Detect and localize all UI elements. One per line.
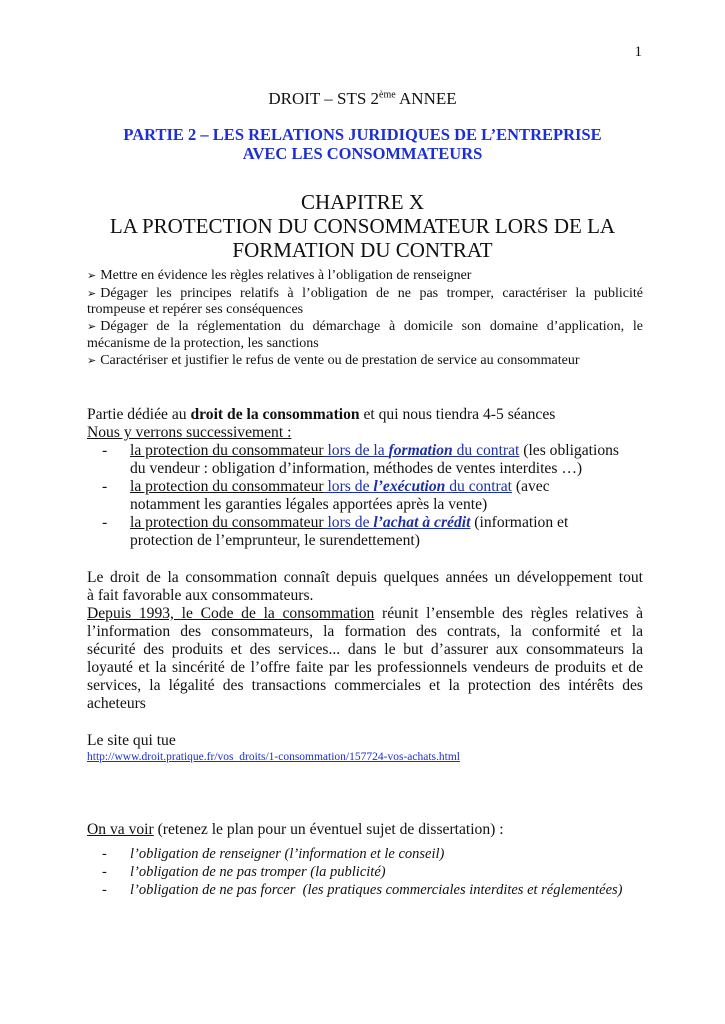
topic-2: la protection du consommateur lors de l’exécution du contrat (avec notamment les garanties légales apportées après la vente) (130, 478, 550, 513)
part-title (0, 125, 725, 163)
code-underline: Depuis 1993, le Code de la consommation (87, 605, 375, 622)
dev-line-3: l’information des consommateurs, la formation des contrats, la conformité et la (87, 623, 643, 640)
dash-bullet: - (102, 442, 108, 459)
topic-3-link: lors de l’achat à crédit (323, 514, 471, 531)
objective-1: ➢ Mettre en évidence les règles relatives à l’obligation de renseigner (87, 268, 472, 283)
objective-2-cont: trompeuse et repérer ses conséquences (87, 302, 304, 317)
code-line: Depuis 1993, le Code de la consommation réunit l’ensemble des règles relatives à (87, 605, 643, 622)
objective-3-cont: mécanisme de la protection, les sanctions (87, 336, 319, 351)
dev-line-1: Le droit de la consommation connaît depuis quelques années un développement tout (87, 569, 643, 586)
objective-3: ➢ Dégager de la réglementation du démarchage à domicile son domaine d’application, le (87, 319, 643, 334)
plan-underline: On va voir (87, 821, 154, 838)
part-line-1: PARTIE 2 – LES RELATIONS JURIDIQUES DE L’ENTREPRISE (123, 125, 602, 144)
arrow-bullet-icon: ➢ (87, 269, 97, 282)
dev-line-2: à fait favorable aux consommateurs. (87, 587, 314, 604)
dev-line-4: sécurité des produits et des services... dans le but d’assurer aux consommateurs la (87, 641, 643, 658)
topic-1: la protection du consommateur lors de la formation du contrat (les obligations du vendeur : obligation d’information, méthodes de ventes interdites …) (130, 442, 619, 477)
dash-bullet: - (102, 478, 108, 495)
topic-2-link: lors de l’exécution du contrat (323, 478, 512, 495)
arrow-bullet-icon: ➢ (87, 354, 97, 367)
part-line-2: AVEC LES CONSOMMATEURS (242, 144, 483, 163)
course-prefix: DROIT – STS 2 (268, 89, 380, 108)
topic-3: la protection du consommateur lors de l’achat à crédit (information et protection de l’emprunteur, le surendettement) (130, 514, 569, 549)
plan-item-3: l’obligation de ne pas forcer (les pratiques commerciales interdites et réglementées) (130, 882, 623, 898)
plan-item-1: l’obligation de renseigner (l’information et le conseil) (130, 846, 445, 862)
site-link[interactable]: http://www.droit.pratique.fr/vos_droits/1-consommation/157724-vos-achats.html (87, 751, 460, 763)
chapter-title (0, 190, 725, 262)
plan-intro: On va voir (retenez le plan pour un éventuel sujet de dissertation) : (87, 821, 504, 838)
dev-line-5: loyauté et la sincérité de l’offre faite par les professionnels vendeurs de produits et de (87, 659, 643, 676)
objective-4: ➢ Caractériser et justifier le refus de vente ou de prestation de service au consommateur (87, 353, 580, 368)
intro-bold: droit de la consommation (190, 406, 360, 423)
course-title (0, 89, 725, 109)
chapter-line-2: LA PROTECTION DU CONSOMMATEUR LORS DE LA (109, 214, 616, 238)
dash-bullet: - (102, 882, 107, 898)
dev-line-7: acheteurs (87, 695, 146, 712)
topic-1-link: lors de la formation du contrat (323, 442, 520, 459)
page-number: 1 (634, 44, 642, 60)
arrow-bullet-icon: ➢ (87, 287, 97, 300)
course-suffix: ANNEE (395, 89, 457, 108)
objective-2: ➢ Dégager les principes relatifs à l’obligation de ne pas tromper, caractériser la publicité (87, 286, 643, 301)
intro-line: Partie dédiée au droit de la consommation et qui nous tiendra 4-5 séances (87, 406, 556, 423)
arrow-bullet-icon: ➢ (87, 320, 97, 333)
site-label: Le site qui tue (87, 732, 176, 749)
chapter-line-1: CHAPITRE X (300, 190, 425, 214)
intro-subtitle: Nous y verrons successivement : (87, 424, 292, 441)
dash-bullet: - (102, 514, 108, 531)
plan-item-2: l’obligation de ne pas tromper (la publicité) (130, 864, 386, 880)
course-superscript: ème (379, 89, 396, 101)
dev-line-6: services, la légalité des transactions commerciales et la protection des intérêts des (87, 677, 643, 694)
dash-bullet: - (102, 846, 107, 862)
chapter-line-3: FORMATION DU CONTRAT (232, 238, 493, 262)
dash-bullet: - (102, 864, 107, 880)
